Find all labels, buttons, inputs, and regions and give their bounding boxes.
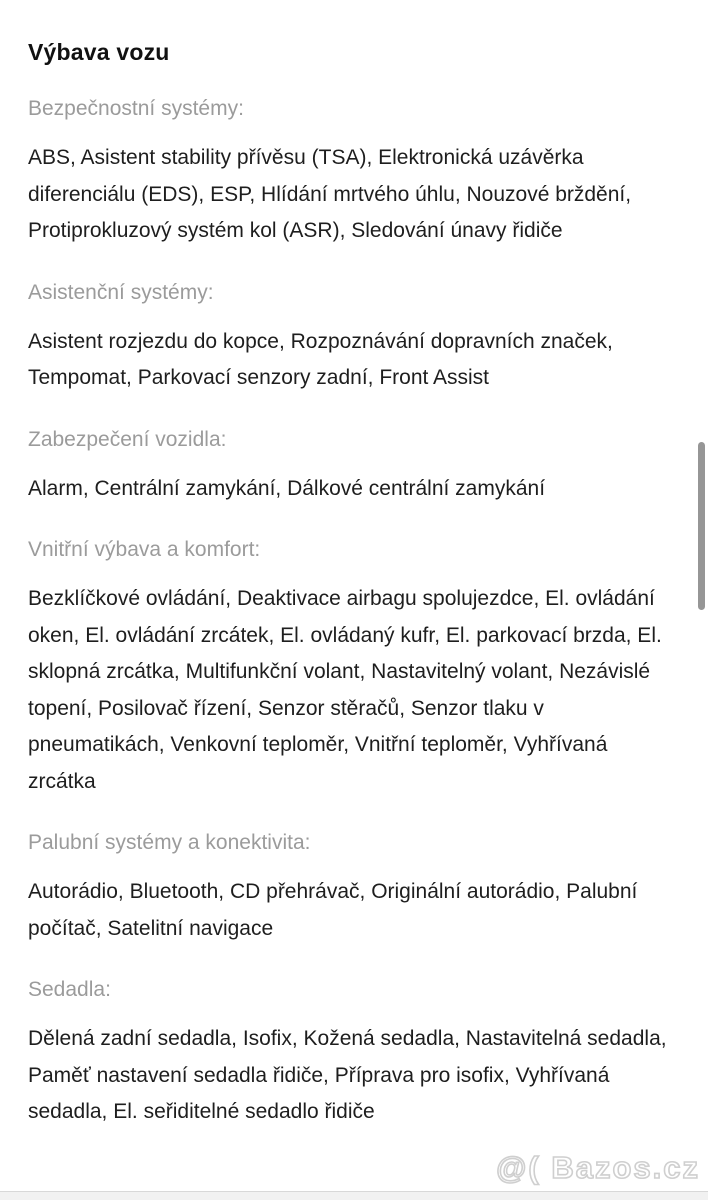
section-seats [28, 978, 678, 1131]
section-label: Zabezpečení vozidla: [28, 427, 227, 451]
section-label: Palubní systémy a konektivita: [28, 831, 311, 854]
section-safety-systems [28, 97, 678, 250]
bazos-watermark: @( Bazos.cz [496, 1150, 700, 1185]
section-items-text: Alarm, Centrální zamykání, Dálkové centrální zamykání [28, 476, 546, 500]
section-items-text: Autorádio, Bluetooth, CD přehrávač, Originální autorádio, Palubní počítač, Satelitní navigace [28, 880, 638, 940]
section-label: Sedadla: [28, 978, 111, 1001]
section-items-text: Asistent rozjezdu do kopce, Rozpoznávání dopravních značek, Tempomat, Parkovací senzory zadní, Front Assist [28, 329, 613, 389]
section-assist-systems [28, 281, 678, 397]
section-vehicle-security [28, 428, 678, 508]
section-items-text: Bezklíčkové ovládání, Deaktivace airbagu spolujezdce, El. ovládání oken, El. ovládání zrcátek, El. ovládaný kufr, El. parkovací brzda, El. sklopná zrcátka, Multifunkční volant, Nastavitelný volant, Nezávislé topení, Posilovač řízení, Senzor stěračů, Senzor tlaku v pneumatikách, Venkovní teploměr, Vnitřní teploměr, Vyhřívaná zrcátka [28, 587, 662, 793]
scrollbar-thumb[interactable] [698, 442, 705, 610]
bottom-bar [0, 1191, 708, 1200]
section-label: Bezpečnostní systémy: [28, 97, 244, 120]
section-onboard-connectivity [28, 831, 678, 947]
section-items-text: ABS, Asistent stability přívěsu (TSA), Elektronická uzávěrka diferenciálu (EDS), ESP, Hlídání mrtvého úhlu, Nouzové brždění, Protiprokluzový systém kol (ASR), Sledování únavy řidiče [28, 146, 632, 242]
page-title: Výbava vozu [28, 39, 170, 65]
section-interior-comfort [28, 538, 678, 800]
section-label: Vnitřní výbava a komfort: [28, 538, 261, 561]
section-items-text: Dělená zadní sedadla, Isofix, Kožená sedadla, Nastavitelná sedadla, Paměť nastavení sedadla řidiče, Příprava pro isofix, Vyhřívaná sedadla, El. seřiditelné sedadlo řidiče [28, 1027, 667, 1123]
section-label: Asistenční systémy: [28, 280, 214, 304]
